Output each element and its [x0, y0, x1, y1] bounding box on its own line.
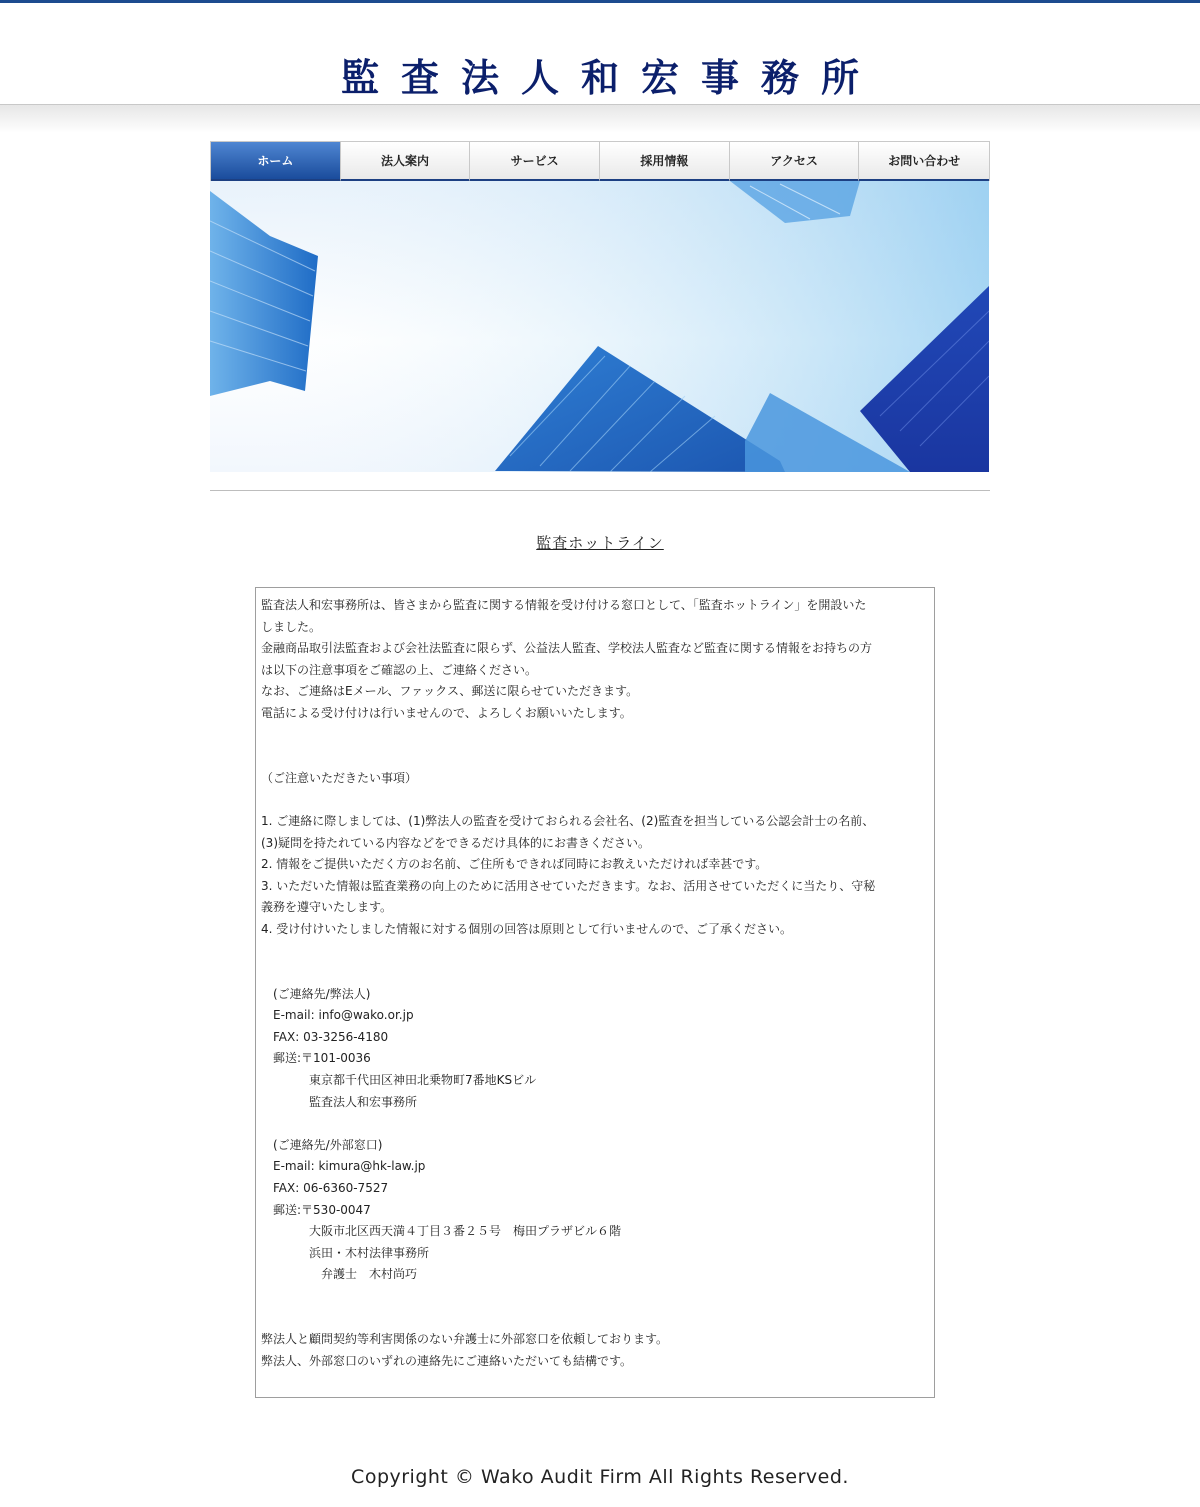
page-title: 監査ホットライン — [536, 534, 664, 552]
content-line: 監査法人和宏事務所は、皆さまから監査に関する情報を受け付ける窓口として、「監査ホットライン」を開設いた — [261, 598, 867, 612]
content-line: 大阪市北区西天満４丁目３番２５号 梅田プラザビル６階 — [261, 1224, 622, 1239]
nav-item-recruit[interactable]: 採用情報 — [600, 142, 730, 182]
content-line: FAX: 03-3256-4180 — [261, 1029, 389, 1044]
content-line: 金融商品取引法監査および会社法監査に限らず、公益法人監査、学校法人監査など監査に関する情報をお持ちの方 — [261, 641, 873, 656]
content-line: 弊法人、外部窓口のいずれの連絡先にご連絡いただいても結構です。 — [261, 1353, 633, 1368]
nav-item-contact[interactable]: お問い合わせ — [859, 142, 989, 182]
content-line: (ご連絡先/外部窓口) — [261, 1137, 383, 1152]
content-line: 2. 情報をご提供いただく方のお名前、ご住所もできれば同時にお教えいただければ幸甚です。 — [261, 857, 768, 872]
nav-item-services[interactable]: サービス — [470, 142, 600, 182]
nav-item-access[interactable]: アクセス — [730, 142, 860, 182]
content-line: しました。 — [261, 619, 322, 634]
footer-copyright: Copyright © Wako Audit Firm All Rights Reserved. — [351, 1466, 849, 1488]
site-title: 監査法人和宏事務所 — [340, 55, 881, 100]
header-shadow — [0, 104, 1200, 133]
site-header — [0, 3, 1200, 104]
content-line — [261, 725, 929, 747]
content-line — [261, 746, 929, 768]
nav-item-about[interactable]: 法人案内 — [341, 142, 471, 182]
content-line: 郵送:〒101-0036 — [261, 1051, 371, 1066]
content-line: E-mail: kimura@hk-law.jp — [261, 1159, 426, 1174]
content-line — [261, 962, 929, 984]
buildings-illustration — [210, 181, 989, 472]
content-line: 4. 受け付けいたしました情報に対する個別の回答は原則として行いませんので、ご了承ください。 — [261, 921, 793, 936]
content-line: （ご注意いただきたい事項） — [261, 770, 418, 785]
nav-item-home[interactable]: ホーム — [211, 142, 341, 182]
content-line: 電話による受け付けは行いませんので、よろしくお願いいたします。 — [261, 705, 632, 720]
hero-image-buildings — [210, 181, 989, 472]
content-line: 弊法人と顧問契約等利害関係のない弁護士に外部窓口を依頼しております。 — [261, 1332, 669, 1347]
content-line: E-mail: info@wako.or.jp — [261, 1008, 414, 1023]
global-nav — [210, 141, 990, 181]
content-line: (ご連絡先/弊法人) — [261, 986, 371, 1001]
content-line: 東京都千代田区神田北乗物町7番地KSビル — [261, 1073, 537, 1088]
hotline-content-box — [255, 587, 935, 1398]
content-line — [261, 941, 929, 963]
content-line: FAX: 06-6360-7527 — [261, 1181, 389, 1196]
content-line: (3)疑問を持たれている内容などをできるだけ具体的にお書きください。 — [261, 835, 651, 850]
content-line: 弁護士 木村尚巧 — [261, 1267, 418, 1282]
content-line: 義務を遵守いたします。 — [261, 900, 393, 915]
content-line: 監査法人和宏事務所 — [261, 1094, 418, 1109]
content-line: 郵送:〒530-0047 — [261, 1202, 371, 1217]
content-line — [261, 1286, 929, 1308]
content-line — [261, 1113, 929, 1135]
content-line: なお、ご連絡はEメール、ファックス、郵送に限らせていただきます。 — [261, 684, 639, 699]
content-divider — [210, 490, 990, 491]
content-line: 1. ご連絡に際しましては、(1)弊法人の監査を受けておられる会社名、(2)監査を担当している公認会計士の名前、 — [261, 813, 875, 828]
content-line — [261, 1308, 929, 1330]
content-line: は以下の注意事項をご確認の上、ご連絡ください。 — [261, 662, 538, 677]
content-line — [261, 789, 929, 811]
content-line: 3. いただいた情報は監査業務の向上のために活用させていただきます。なお、活用させていただくに当たり、守秘 — [261, 878, 876, 893]
content-line: 浜田・木村法律事務所 — [261, 1245, 430, 1260]
